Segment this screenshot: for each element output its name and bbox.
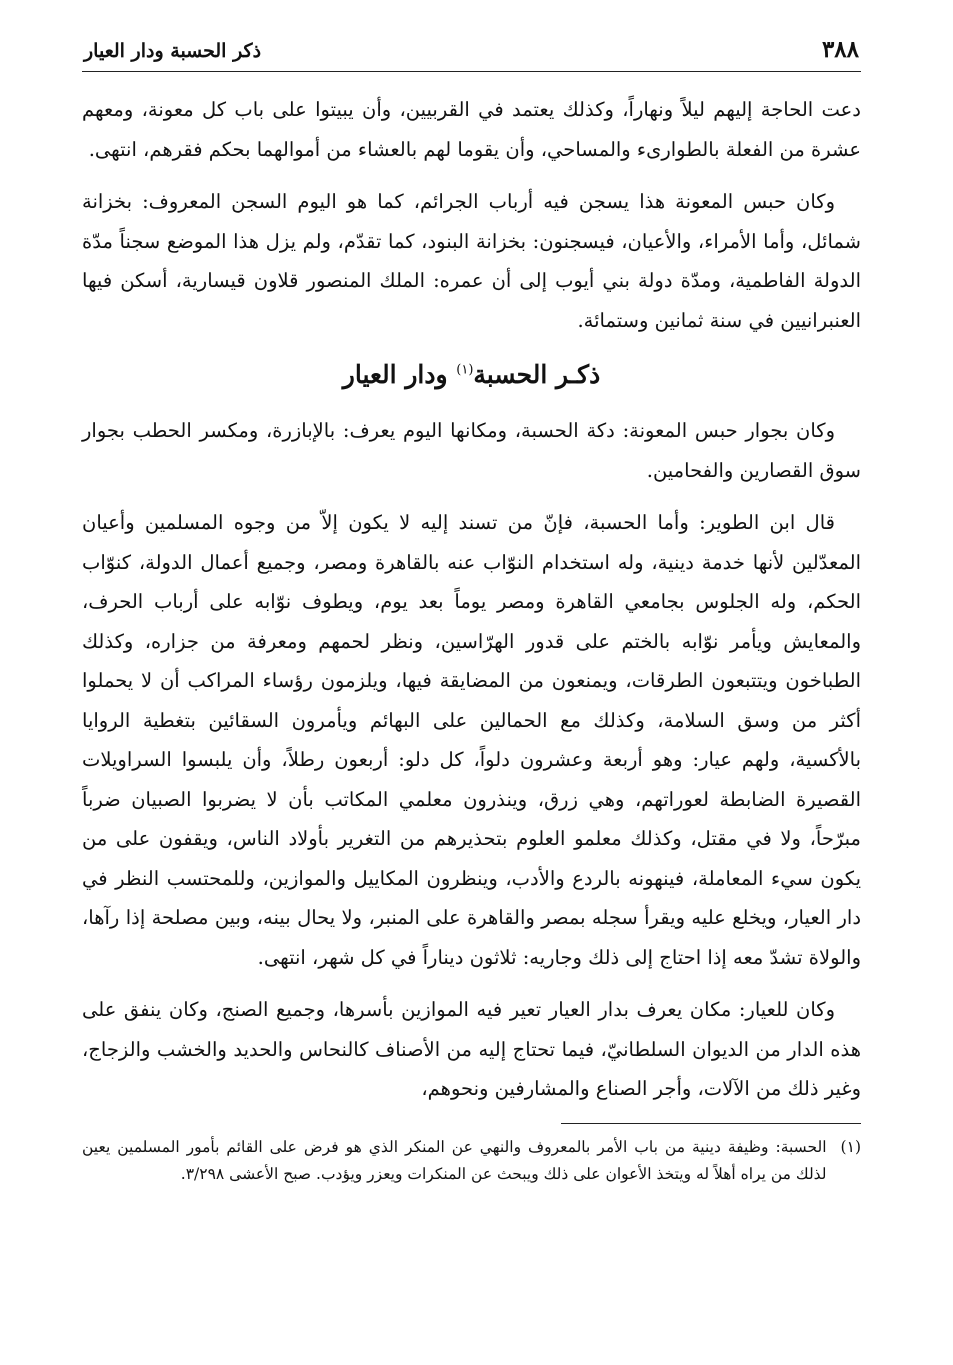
section-heading-text: ذكـر الحسبة [473, 360, 601, 389]
footnote-marker: (١) [840, 1137, 861, 1156]
footnote-text: الحسبة: وظيفة دينية من باب الأمر بالمعروف والنهي عن المنكر الذي هو فرض على القائم بأمور المسلمين يعين لذلك من يراه أهلاً له ويتخذ الأعوان على ذلك ويبحث عن المنكرات ويعزر ويؤدب. صبح الأعشى ٣/٢٩٨. [82, 1137, 827, 1183]
paragraph-prison: وكان حبس المعونة هذا يسجن فيه أرباب الجرائم، كما هو اليوم السجن المعروف: بخزانة شمائل، وأما الأمراء، والأعيان، فيسجنون: بخزانة البنود، كما تقدّم، ولم يزل هذا الموضع سجناً مدّة الدولة الفاطمية، ومدّة دولة بني أيوب إلى أن عمره: الملك المنصور قلاون قيسارية، أسكن فيها العنبرانيين في سنة ثمانين وستمائة. [82, 190, 861, 332]
page-body [82, 90, 861, 1109]
running-header [82, 36, 861, 72]
section-heading-text-2: ودار العيار [342, 360, 457, 389]
paragraph-continued: دعت الحاجة إليهم ليلاً ونهاراً، وكذلك يعتمد في القربيين، وأن يبيتوا على باب كل معونة، ومعهم عشرة من الفعلة بالطوارىء والمساحي، وأن يقوما لهم بالعشاء من أموالهما بحكم فقرهم، انتهى. [82, 98, 861, 161]
paragraph-ibn-altuwayr: قال ابن الطوير: وأما الحسبة، فإنّ من تسند إليه لا يكون إلاّ من وجوه المسلمين وأعيان المعدّلين لأنها خدمة دينية، وله استخدام النوّاب عنه بالقاهرة ومصر، وجميع أعمال الدولة، كنوّاب الحكم، وله الجلوس بجامعي القاهرة ومصر يوماً بعد يوم، ويطوف نوّابه على أرباب الحرف، والمعايش ويأمر نوّابه بالختم على قدور الهرّاسين، ونظر لحمهم ومعرفة من جزاره، وكذلك الطباخون ويتتبعون الطرقات، ويمنعون من المضايقة فيها، ويلزمون رؤساء المراكب أن لا يحملوا أكثر من وسق السلامة، وكذلك مع الحمالين على البهائم ويأمرون السقائين بتغطية الروايا بالأكسية، ولهم عيار: وهو أربعة وعشرون دلواً، كل دلو: أربعون رطلاً، وأن يلبسوا السراويلات القصيرة الضابطة لعوراتهم، وهي زرق، وينذرون معلمي المكاتب بأن لا يضربوا الصبيان ضرباً مبرّحاً، ولا في مقتل، وكذلك معلمو العلوم بتحذيرهم من التغرير بأولاد الناس، ويقفون على من يكون سيء المعاملة، فينهونه بالردع والأدب، وينظرون المكاييل والموازين، وللمحتسب النظر في دار العيار، ويخلع عليه ويقرأ سجله بمصر والقاهرة على المنبر، ولا يحال بينه، وبين مصلحة إذا رآها، والولاة تشدّ معه إذا احتاج إلى ذلك وجاريه: ثلاثون ديناراً في كل شهر، انتهى. [82, 511, 861, 969]
footnote [82, 1134, 861, 1188]
paragraph-dar-al-iyar: وكان للعيار: مكان يعرف بدار العيار تعير فيه الموازين بأسرها، وجميع الصنج، وكان ينفق على هذه الدار من الديوان السلطانيّ، فيما تحتاج إليه من الأصناف كالنحاس والحديد والخشب والزجاج، وغير ذلك من الآلات، وأجر الصناع والمشارفين ونحوهم، [82, 998, 861, 1100]
footnote-divider [561, 1123, 861, 1124]
running-title: ذكر الحسبة ودار العيار [84, 40, 262, 62]
paragraph-hisba-location: وكان بجوار حبس المعونة: دكة الحسبة، ومكانها اليوم يعرف: بالإبازرة، ومكسر الحطب بجوار سوق القصارين والفحامين. [82, 419, 861, 482]
footnote-reference: (١) [456, 362, 474, 378]
page-number: ٣٨٨ [821, 36, 859, 63]
section-heading [82, 353, 861, 397]
